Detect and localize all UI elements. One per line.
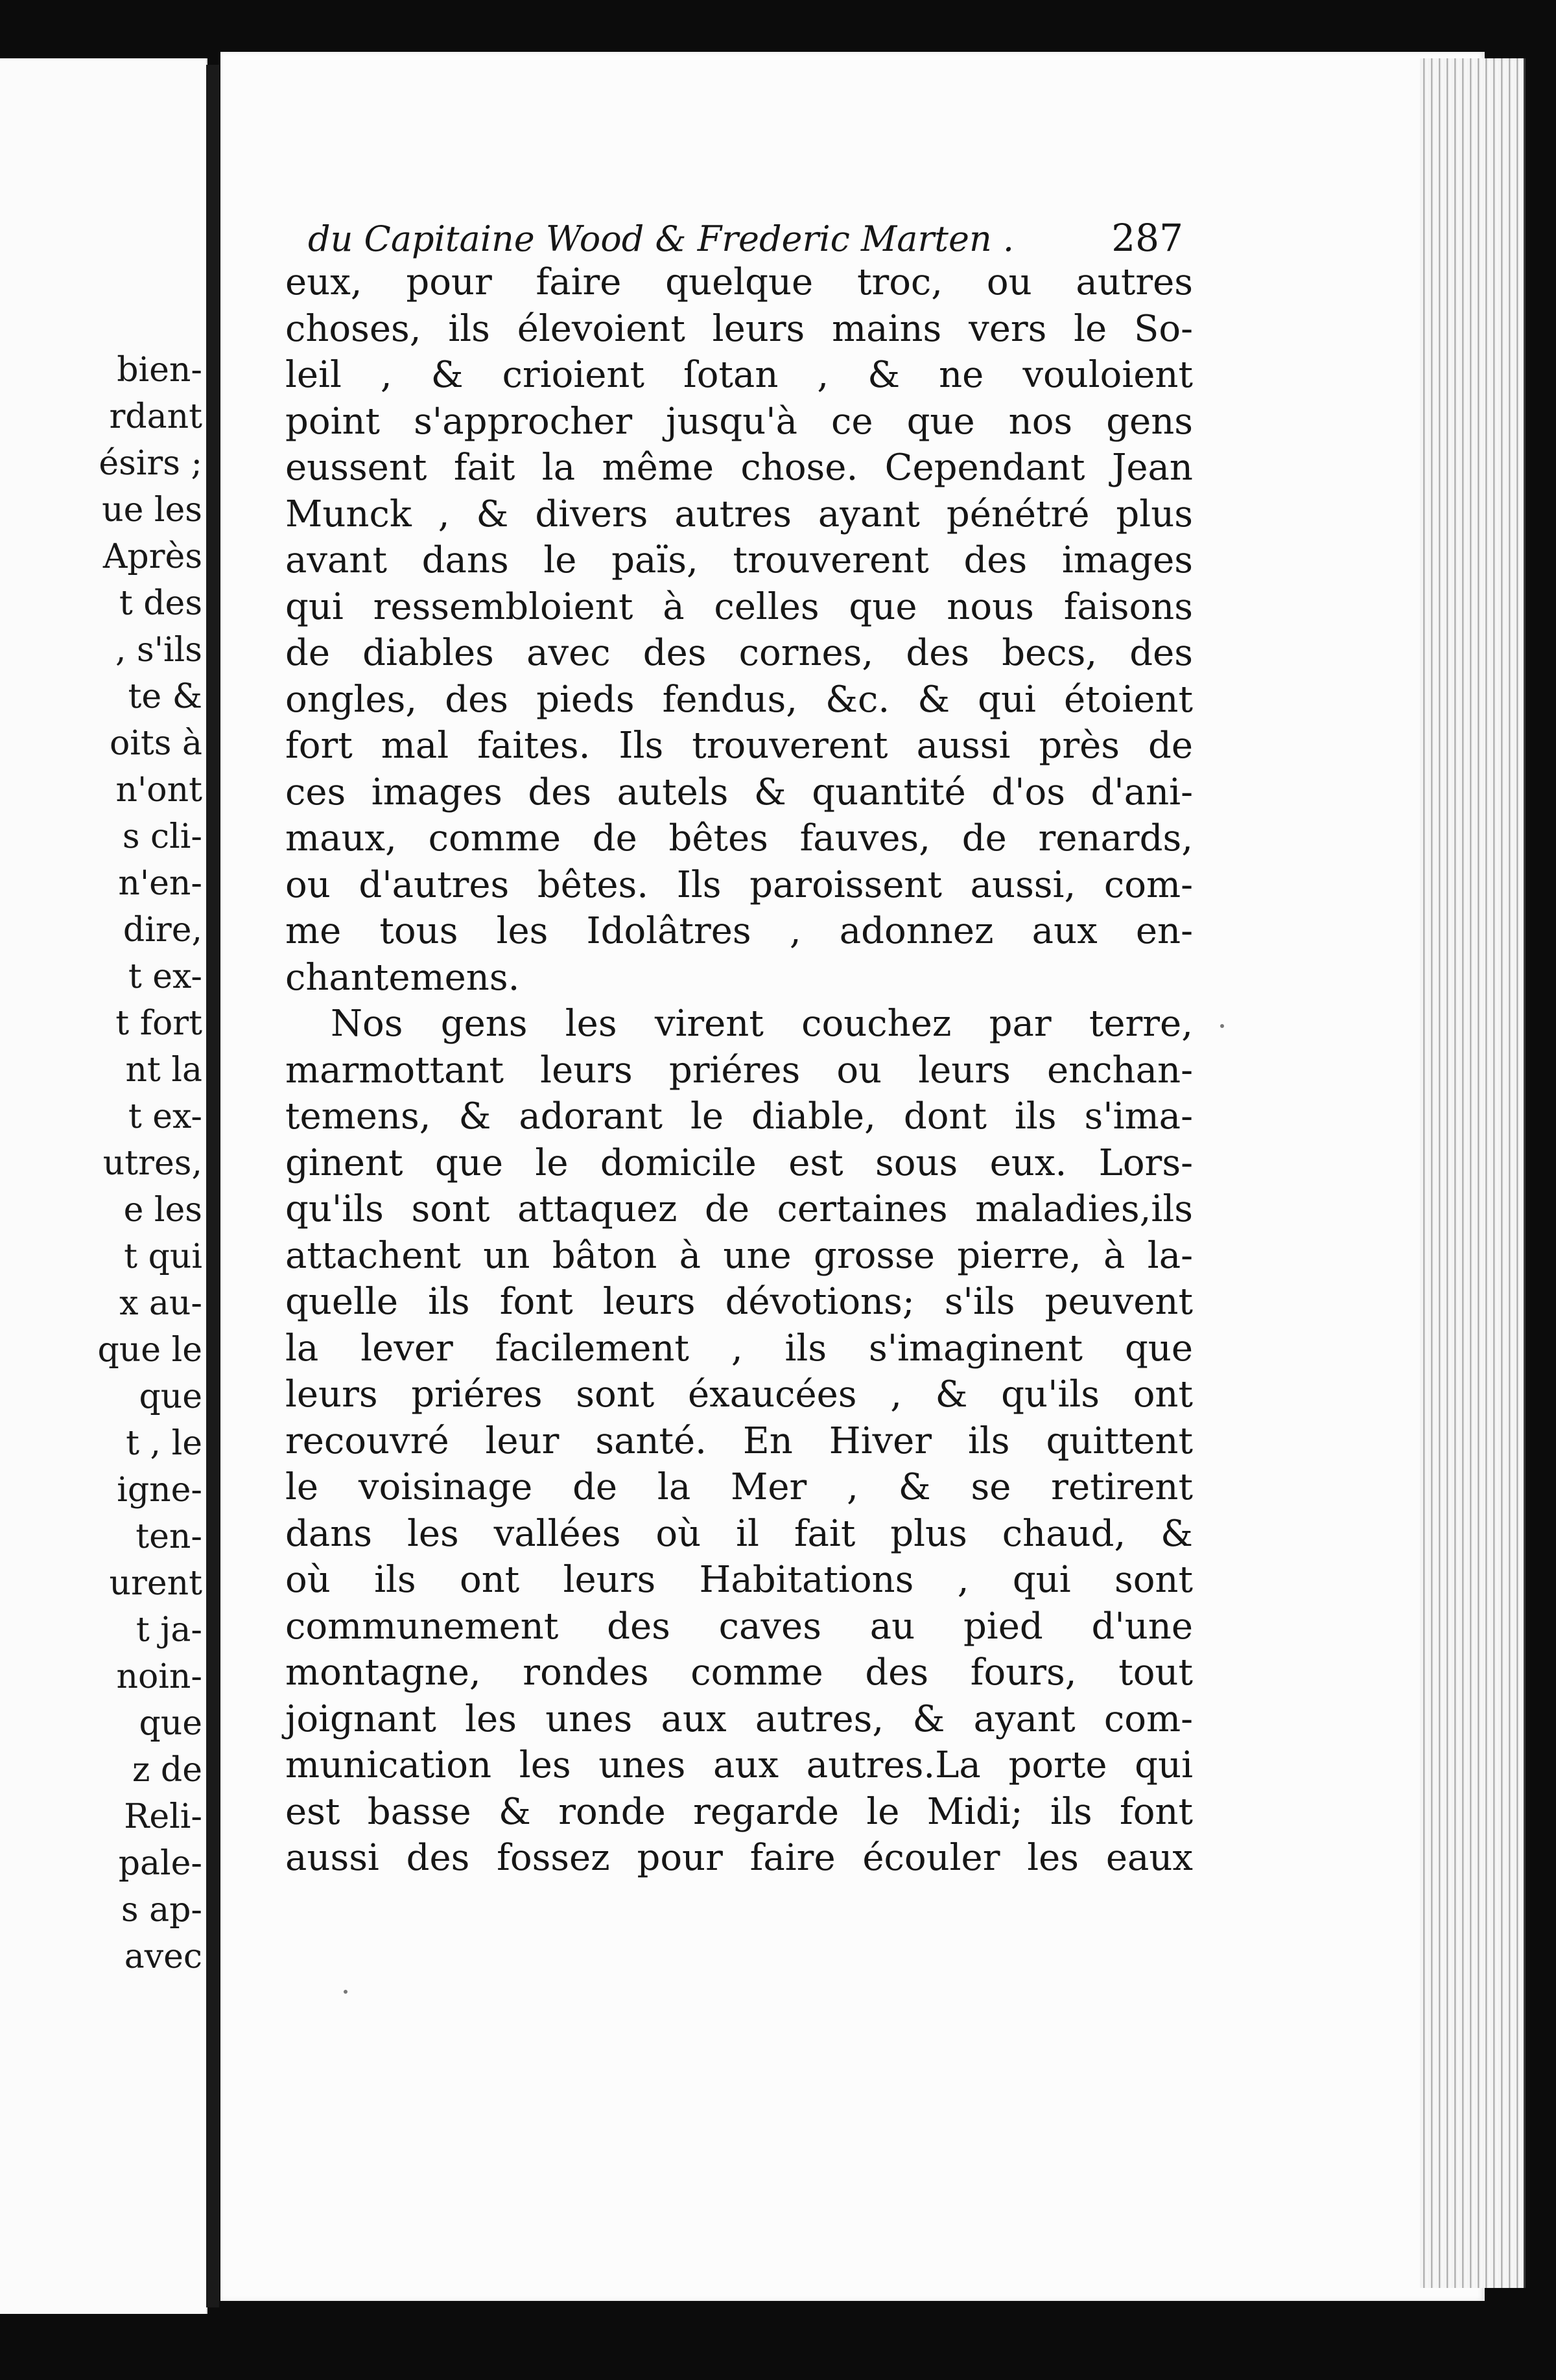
left-text-fragment: x au- (119, 1284, 202, 1323)
left-text-fragment: t des (119, 584, 202, 623)
left-text-fragment: s ap- (121, 1891, 202, 1930)
left-page (0, 58, 207, 2314)
text-line: choses, ils élevoient leurs mains vers le So- (285, 307, 1193, 350)
left-text-fragment: que (139, 1377, 202, 1416)
text-line: ginent que le domicile est sous eux. Lors- (285, 1141, 1193, 1184)
left-text-fragment: t ex- (128, 957, 202, 996)
text-line: qu'ils sont attaquez de certaines maladies,ils (285, 1188, 1193, 1230)
text-line: aussi des fossez pour faire écouler les eaux (285, 1837, 1193, 1879)
text-line: fort mal faites. Ils trouverent aussi près de (285, 725, 1193, 767)
text-line: quelle ils font leurs dévotions; s'ils peuvent (285, 1281, 1193, 1323)
left-text-fragment: t ex- (128, 1097, 202, 1136)
left-text-fragment: ésirs ; (99, 444, 202, 483)
left-text-fragment: s cli- (122, 817, 202, 856)
left-text-fragment: rdant (109, 397, 202, 436)
page-number: 287 (1111, 216, 1183, 260)
left-text-fragment: nt la (125, 1051, 202, 1090)
text-line: marmottant leurs priéres ou leurs enchan- (285, 1049, 1193, 1091)
text-line: munication les unes aux autres.La porte qui (285, 1744, 1193, 1786)
text-line: temens, & adorant le diable, dont ils s'ima- (285, 1095, 1193, 1138)
left-text-fragment: pale- (118, 1844, 202, 1883)
left-text-fragment: utres, (102, 1144, 202, 1183)
text-line: ces images des autels & quantité d'os d'ani- (285, 771, 1193, 813)
paragraph-2 (285, 1001, 1193, 1882)
text-line: de diables avec des cornes, des becs, des (285, 632, 1193, 674)
text-line: eussent fait la même chose. Cependant Jean (285, 447, 1193, 489)
text-line: ou d'autres bêtes. Ils paroissent aussi, com- (285, 863, 1193, 906)
text-line: est basse & ronde regarde le Midi; ils font (285, 1790, 1193, 1833)
left-text-fragment: t , le (126, 1424, 202, 1463)
left-text-fragment: dire, (123, 911, 202, 950)
text-line: leurs priéres sont éxaucées , & qu'ils ont (285, 1373, 1193, 1416)
body-text (285, 259, 1193, 1882)
left-text-fragment: z de (132, 1751, 202, 1790)
text-line: montagne, rondes comme des fours, tout (285, 1651, 1193, 1694)
left-text-fragment: oits à (109, 724, 202, 763)
text-line: avant dans le païs, trouverent des images (285, 539, 1193, 581)
text-line: joignant les unes aux autres, & ayant com- (285, 1698, 1193, 1740)
left-text-fragment: igne- (117, 1471, 202, 1510)
ink-speck (1220, 1024, 1224, 1028)
text-line: maux, comme de bêtes fauves, de renards, (285, 817, 1193, 859)
left-text-fragment: ten- (136, 1517, 202, 1556)
text-line: chantemens. (285, 956, 520, 999)
running-title: du Capitaine Wood & Frederic Marten . (308, 218, 1015, 259)
paragraph-1 (285, 259, 1193, 1001)
text-line: qui ressembloient à celles que nous faisons (285, 585, 1193, 628)
left-text-fragment: n'en- (118, 864, 202, 903)
left-text-fragment: bien- (117, 351, 202, 390)
left-text-fragment: noin- (116, 1657, 202, 1696)
text-line: ongles, des pieds fendus, &c. & qui étoient (285, 678, 1193, 721)
text-line: où ils ont leurs Habitations , qui sont (285, 1559, 1193, 1601)
text-line: la lever facilement , ils s'imaginent que (285, 1327, 1193, 1370)
text-line: Nos gens les virent couchez par terre, (331, 1003, 1193, 1045)
left-text-fragment: urent (109, 1564, 202, 1603)
left-text-fragment: avec (124, 1937, 202, 1976)
book-gutter (206, 65, 219, 2307)
left-text-fragment: que (139, 1704, 202, 1743)
ink-speck (344, 1990, 348, 1994)
text-line: point s'approcher jusqu'à ce que nos gens (285, 400, 1193, 443)
left-text-fragment: que le (97, 1331, 202, 1370)
text-line: leil , & crioient ſotan , & ne vouloient (285, 354, 1193, 396)
left-text-fragment: t fort (115, 1004, 202, 1043)
left-text-fragment: t ja- (136, 1611, 202, 1650)
page-edges (1420, 58, 1526, 2288)
text-line: communement des caves au pied d'une (285, 1605, 1193, 1648)
text-line: eux, pour faire quelque troc, ou autres (285, 261, 1193, 303)
text-line: attachent un bâton à une grosse pierre, à la- (285, 1234, 1193, 1277)
text-line: Munck , & divers autres ayant pénétré plus (285, 493, 1193, 535)
left-page-text (0, 347, 202, 1980)
left-text-fragment: Reli- (124, 1797, 202, 1836)
left-text-fragment: te & (128, 677, 202, 716)
left-text-fragment: e les (123, 1191, 202, 1230)
text-line: le voisinage de la Mer , & se retirent (285, 1466, 1193, 1508)
text-line: recouvré leur santé. En Hiver ils quittent (285, 1419, 1193, 1462)
left-text-fragment: , s'ils (115, 631, 202, 670)
left-text-fragment: n'ont (115, 771, 202, 810)
left-text-fragment: ue les (102, 491, 202, 530)
text-line: dans les vallées où il fait plus chaud, & (285, 1512, 1193, 1555)
text-line: me tous les Idolâtres , adonnez aux en- (285, 910, 1193, 952)
left-text-fragment: t qui (124, 1237, 202, 1276)
left-text-fragment: Après (102, 537, 202, 576)
